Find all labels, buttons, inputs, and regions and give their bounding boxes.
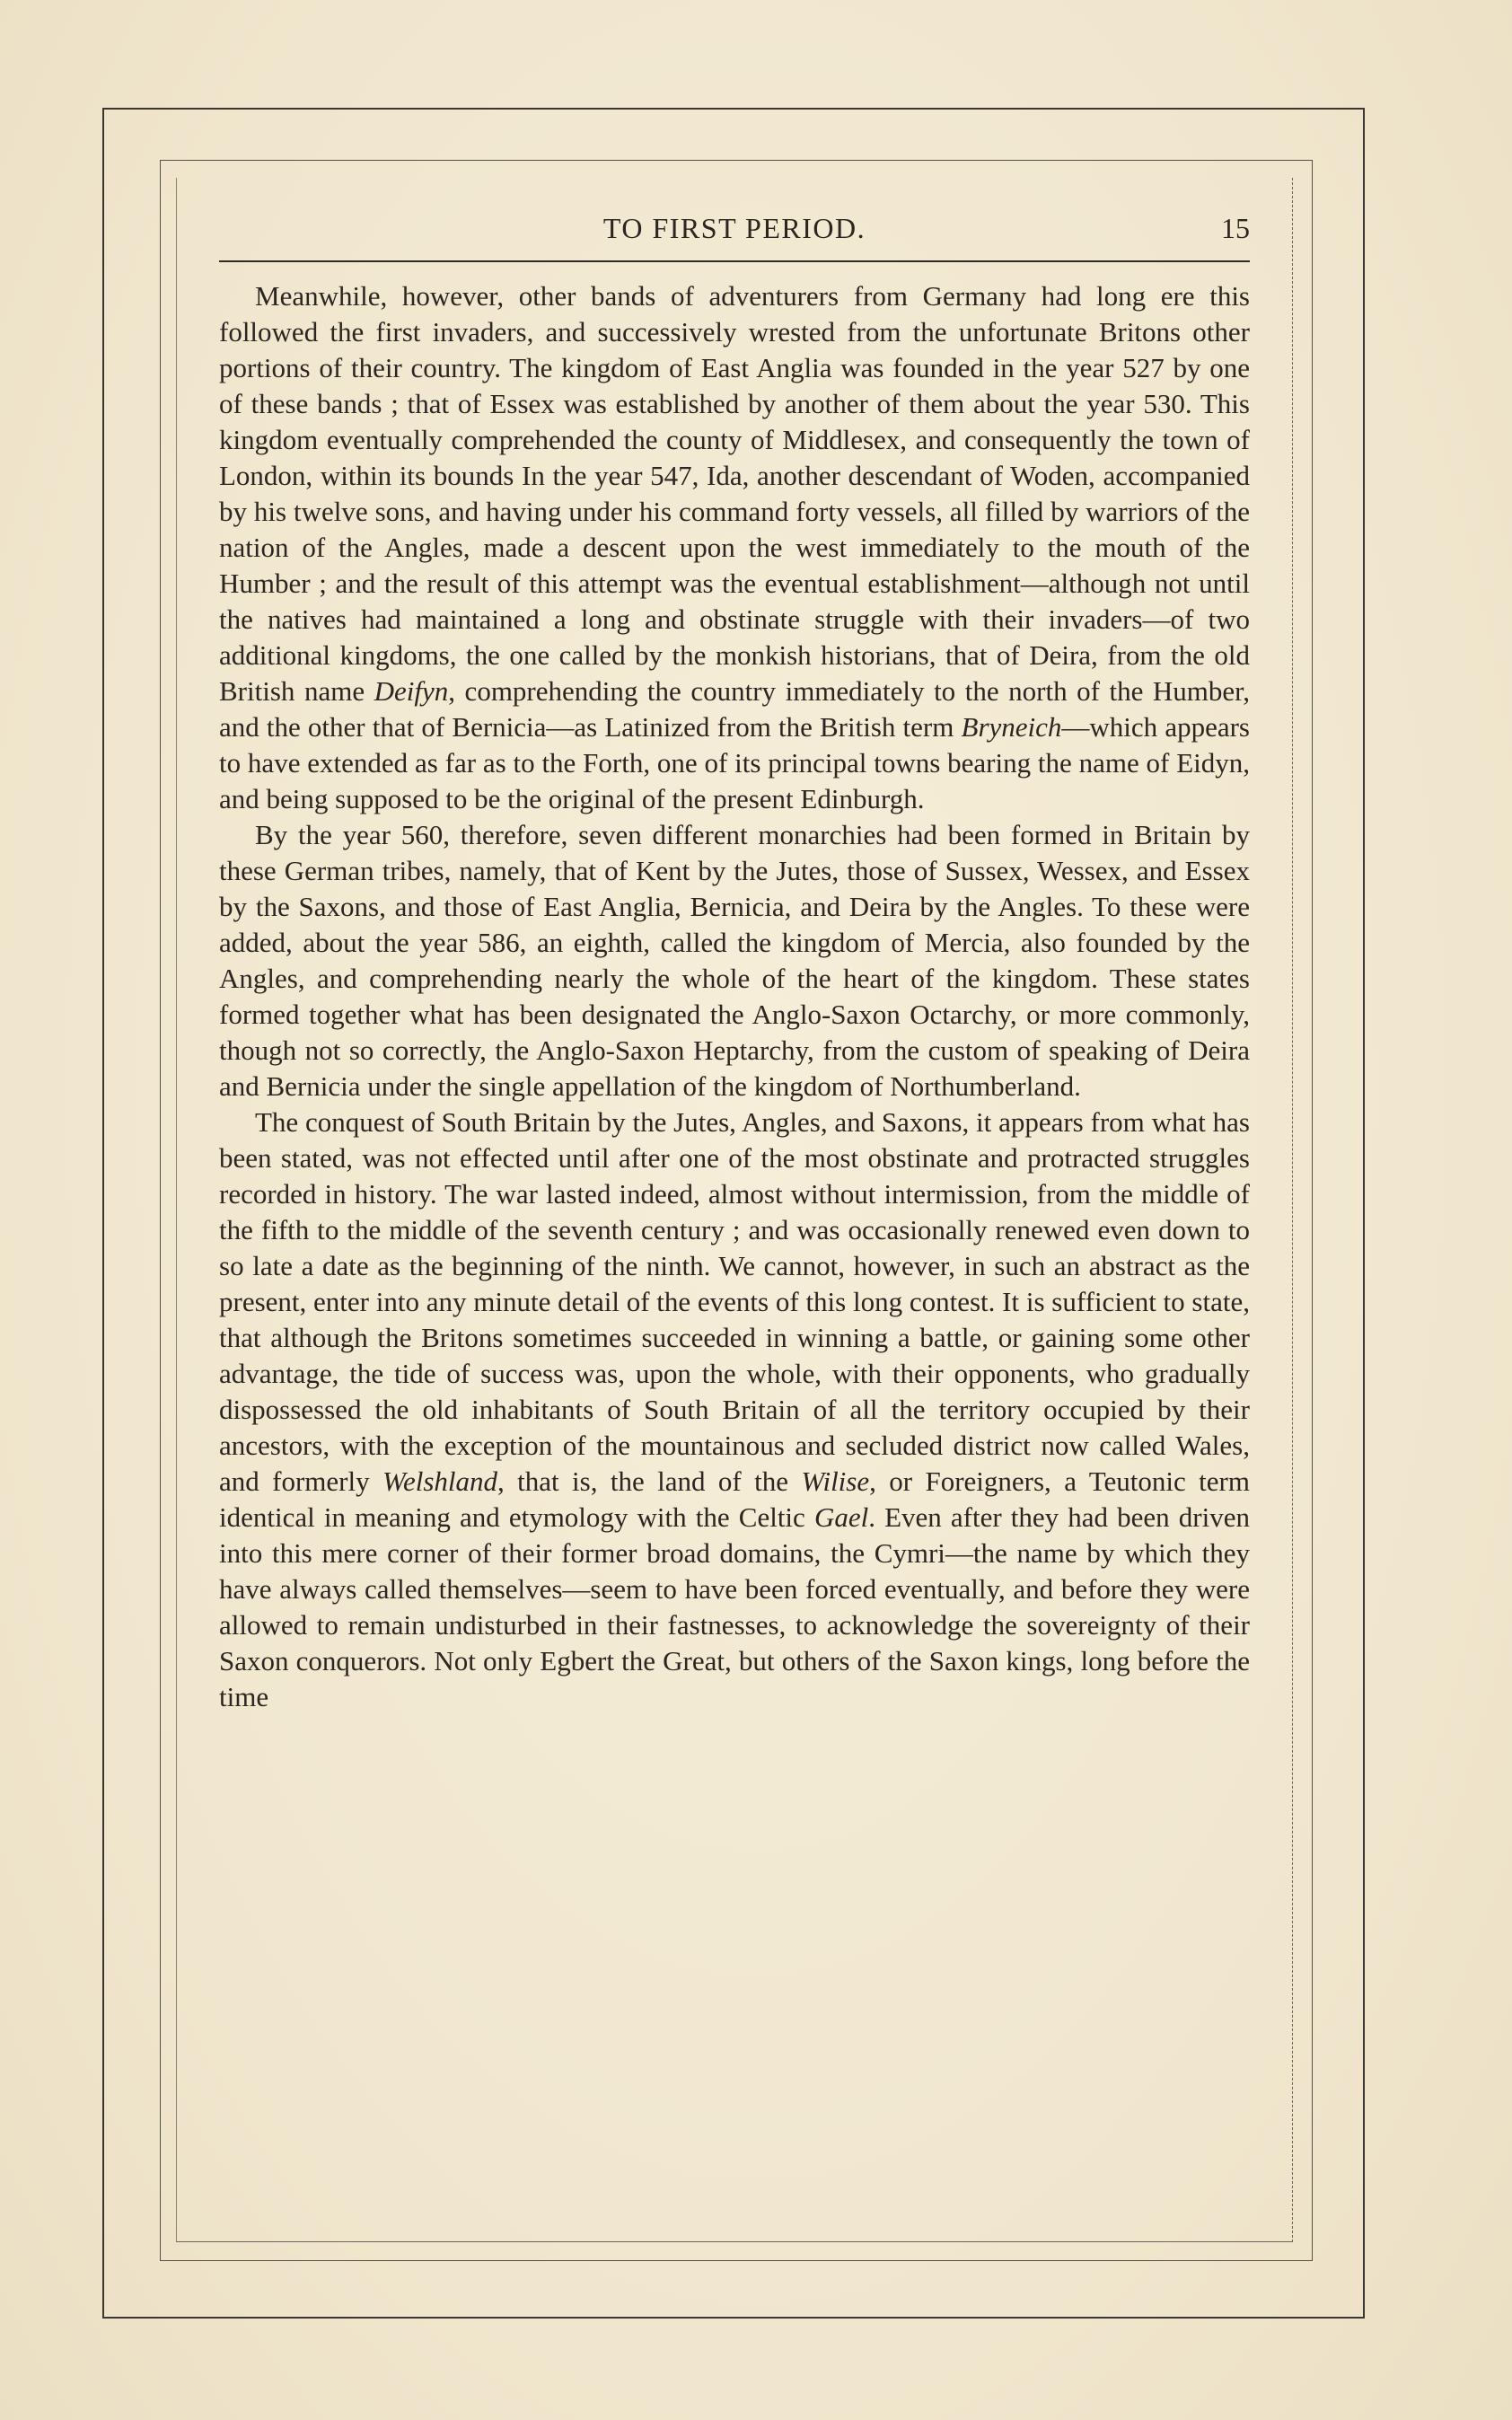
emphasis: Welshland xyxy=(382,1465,498,1497)
emphasis: Bryneich xyxy=(961,711,1062,743)
header-rule xyxy=(219,260,1250,262)
page-header xyxy=(219,210,1250,255)
emphasis: Deifyn xyxy=(374,675,449,707)
page-number: 15 xyxy=(1221,212,1250,244)
body-text xyxy=(219,278,1250,1715)
paragraph: Meanwhile, however, other bands of adventurers from Germany had long ere this followed the first invaders, and successively wrested from the unfortunate Britons other portions of their country. The kingdom of East Anglia was founded in the year 527 by one of these bands ; that of Essex was established by another of them about the year 530. This kingdom eventually comprehended the county of Middlesex, and consequently the town of London, within its bounds In the year 547, Ida, another descendant of Woden, accompanied by his twelve sons, and having under his command forty vessels, all filled by warriors of the nation of the Angles, made a descent upon the west immediately to the mouth of the Humber ; and the result of this attempt was the eventual establishment—although not until the natives had maintained a long and obstinate struggle with their invaders—of two additional kingdoms, the one called by the monkish historians, that of Deira, from the old British name Deifyn, comprehending the country immediately to the north of the Humber, and the other that of Bernicia—as Latinized from the British term Bryneich—which appears to have extended as far as to the Forth, one of its principal towns bearing the name of Eidyn, and being supposed to be the original of the present Edinburgh. xyxy=(219,280,1250,814)
paragraph: By the year 560, therefore, seven different monarchies had been formed in Britain by these German tribes, namely, that of Kent by the Jutes, those of Sussex, Wessex, and Essex by the Saxons, and those of East Anglia, Bernicia, and Deira by the Angles. To these were added, about the year 586, an eighth, called the kingdom of Mercia, also founded by the Angles, and comprehending nearly the whole of the heart of the kingdom. These states formed together what has been designated the Anglo-Saxon Octarchy, or more commonly, though not so correctly, the Anglo-Saxon Heptarchy, from the custom of speaking of Deira and Bernicia under the single appellation of the kingdom of Northumberland. xyxy=(219,819,1250,1102)
running-head: TO FIRST PERIOD. xyxy=(602,212,866,244)
paragraph: The conquest of South Britain by the Jutes, Angles, and Saxons, it appears from what has been stated, was not effected until after one of the most obstinate and protracted struggles recorded in history. The war lasted indeed, almost without intermission, from the middle of the fifth to the middle of the seventh century ; and was occasionally renewed even down to so late a date as the beginning of the ninth. We cannot, however, in such an abstract as the present, enter into any minute detail of the events of this long contest. It is sufficient to state, that although the Britons sometimes succeeded in winning a battle, or gaining some other advantage, the tide of success was, upon the whole, with their opponents, who gradually dispossessed the old inhabitants of South Britain of all the territory occupied by their ancestors, with the exception of the mountainous and secluded district now called Wales, and formerly Welshland, that is, the land of the Wilise, or Foreigners, a Teutonic term identical in meaning and etymology with the Celtic Gael. Even after they had been driven into this mere corner of their former broad domains, the Cymri—the name by which they have always called themselves—seem to have been forced eventually, and before they were allowed to remain undisturbed in their fastnesses, to acknowledge the sovereignty of their Saxon conquerors. Not only Egbert the Great, but others of the Saxon kings, long before the time xyxy=(219,1106,1250,1712)
emphasis: Wilise xyxy=(801,1465,870,1497)
emphasis: Gael xyxy=(813,1501,869,1533)
